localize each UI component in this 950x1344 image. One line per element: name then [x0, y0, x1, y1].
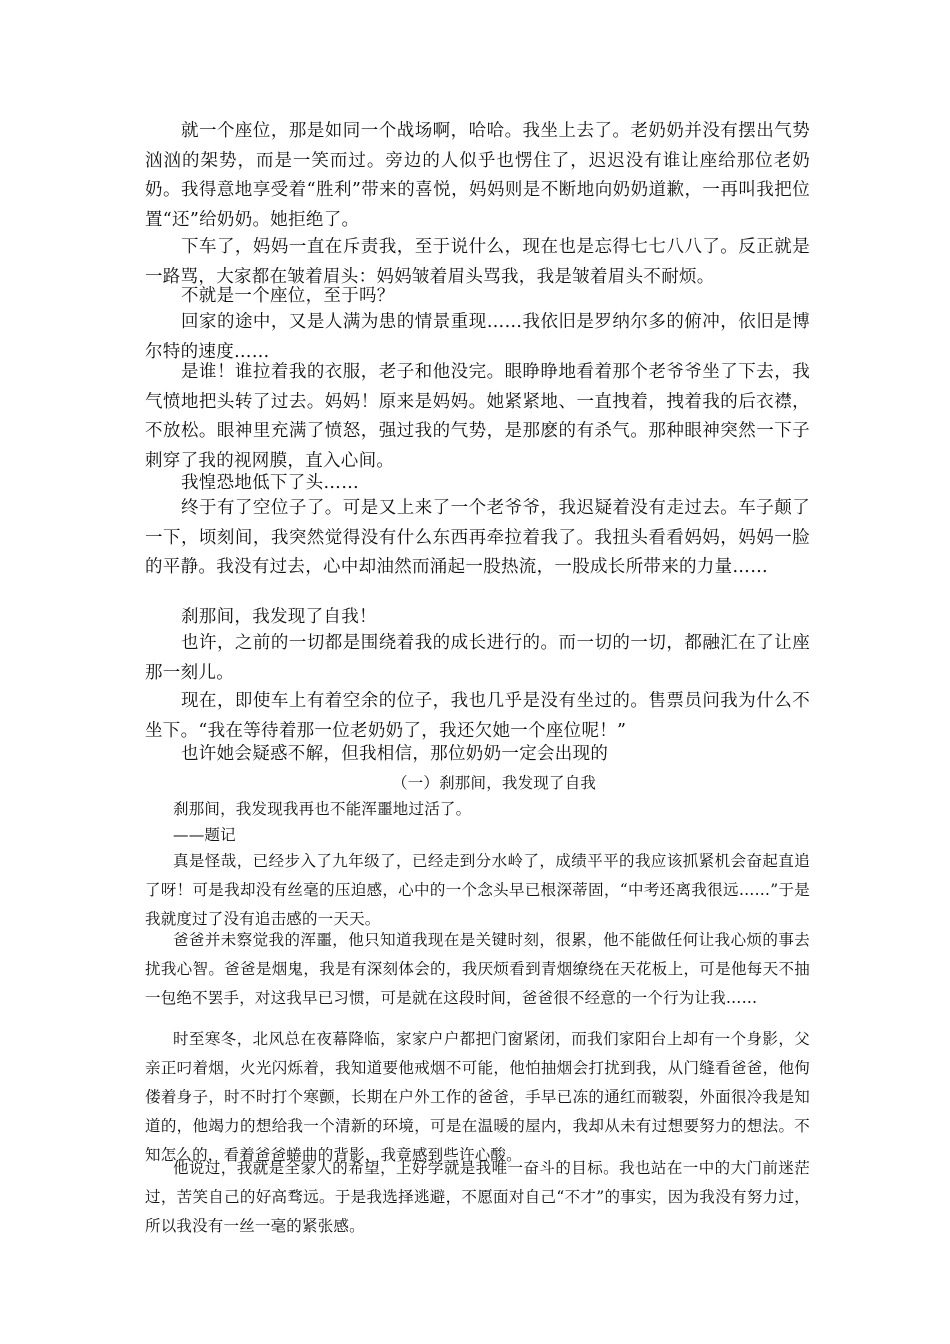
epigraph-attribution: ——题记	[173, 826, 236, 844]
paragraph: 就一个座位，那是如同一个战场啊，哈哈。我坐上去了。老奶奶并没有摆出气势汹汹的架势，而是一笑而过。旁边的人似乎也愣住了，迟迟没有谁让座给那位老奶奶。我得意地享受着“胜利”带来的喜悦，妈妈则是不断地向奶奶道歉，一再叫我把位置“还”给奶奶。她拒绝了。	[145, 121, 810, 230]
paragraph: 下车了，妈妈一直在斥责我，至于说什么，现在也是忘得七七八八了。反正就是一路骂，大家都在皱着眉头：妈妈皱着眉头骂我，我是皱着眉头不耐烦。	[145, 237, 810, 287]
section-heading: （一）刹那间，我发现了自我	[392, 774, 597, 792]
paragraph: 爸爸并未察觉我的浑噩，他只知道我现在是关键时刻，很累，他不能做任何让我心烦的事去扰我心智。爸爸是烟鬼，我是有深刻体会的，我厌烦看到青烟缭绕在天花板上，可是他每天不抽一包绝不罢手，对这我早已习惯，可是就在这段时间，爸爸很不经意的一个行为让我……	[145, 931, 810, 1007]
paragraph: 真是怪哉，已经步入了九年级了，已经走到分水岭了，成绩平平的我应该抓紧机会奋起直追了呀！可是我却没有丝毫的压迫感，心中的一个念头早已根深蒂固，“中考还离我很远……”于是我就度过了没有追击感的一天天。	[145, 852, 810, 928]
paragraph: 刹那间，我发现我再也不能浑噩地过活了。	[173, 800, 472, 818]
paragraph: 时至寒冬，北风总在夜幕降临，家家户户都把门窗紧闭，而我们家阳台上却有一个身影，父亲正叼着烟，火光闪烁着，我知道要他戒烟不可能，他怕抽烟会打扰到我，从门缝看爸爸，他佝偻着身子，时不时打个寒颤，长期在户外工作的爸爸，手早已冻的通红而皲裂，外面很冷我是知道的，他竭力的想给我一个清新的环境，可是在温暖的屋内，我却从未有过想要努力的想法。不知怎么的，看着爸爸蜷曲的背影，我竟感到些许心酸。	[145, 1030, 810, 1164]
paragraph: 刹那间，我发现了自我！	[181, 607, 377, 627]
paragraph: 终于有了空位子了。可是又上来了一个老爷爷，我迟疑着没有走过去。车子颠了一下，顷刻间，我突然觉得没有什么东西再牵拉着我了。我扭头看看妈妈，妈妈一脸的平静。我没有过去，心中却油然而涌起一股热流，一股成长所带来的力量……	[145, 498, 810, 577]
paragraph: 也许，之前的一切都是围绕着我的成长进行的。而一切的一切，都融汇在了让座那一刻儿。	[145, 633, 810, 683]
paragraph: 不就是一个座位，至于吗？	[181, 286, 395, 306]
paragraph: 是谁！谁拉着我的衣服，老子和他没完。眼睁睁地看着那个老爷爷坐了下去，我气愤地把头转了过去。妈妈！原来是妈妈。她紧紧地、一直拽着，拽着我的后衣襟，不放松。眼神里充满了愤怒，强过我的气势，是那麽的有杀气。那种眼神突然一下子刺穿了我的视网膜，直入心间。	[145, 362, 810, 471]
paragraph: 我惶恐地低下了头……	[181, 473, 359, 493]
paragraph: 回家的途中，又是人满为患的情景重现……我依旧是罗纳尔多的俯冲，依旧是博尔特的速度……	[145, 312, 810, 362]
paragraph: 也许她会疑惑不解，但我相信，那位奶奶一定会出现的	[181, 744, 609, 764]
paragraph: 现在，即使车上有着空余的位子，我也几乎是没有坐过的。售票员问我为什么不坐下。“我在等待着那一位老奶奶了，我还欠她一个座位呢！”	[145, 691, 810, 741]
paragraph: 他说过，我就是全家人的希望，上好学就是我唯一奋斗的目标。我也站在一中的大门前迷茫过，苦笑自己的好高骛远。于是我选择逃避，不愿面对自己“不才”的事实，因为我没有努力过，所以我没有一丝一毫的紧张感。	[145, 1159, 810, 1235]
